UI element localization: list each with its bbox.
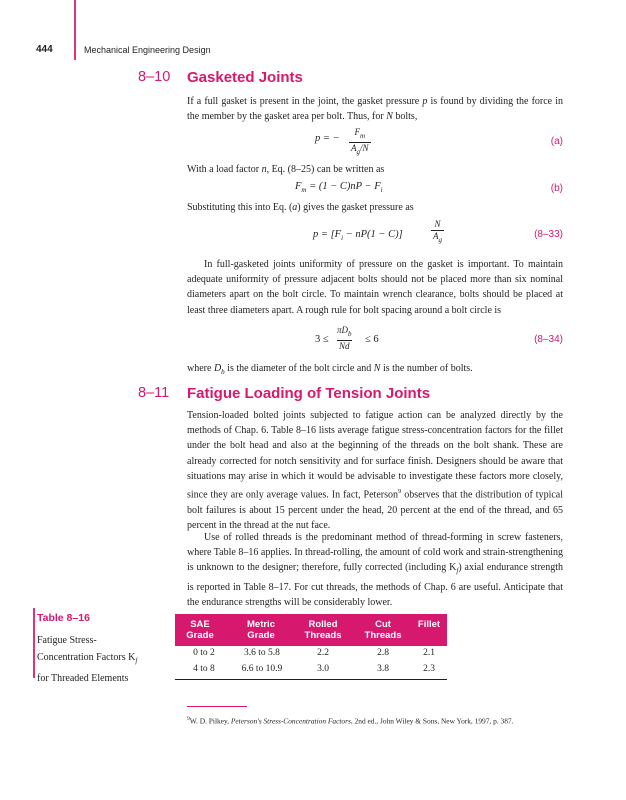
table-cell: 3.6 to 5.8 xyxy=(244,648,280,658)
column-header: Fillet xyxy=(417,619,441,630)
column-header: Metric Grade xyxy=(247,619,275,641)
table-header xyxy=(175,614,447,646)
equation-label: (8–34) xyxy=(534,334,563,345)
table-cell: 2.1 xyxy=(423,648,435,658)
equation-8-34: 3 ≤ $\pi D_b$ Nd ≤ 6 (8–34) xyxy=(315,325,563,351)
equation-a: p = − $\frac{F_m}{A_g/N}$ (a) xyxy=(315,127,563,156)
paragraph: Use of rolled threads is the predominant method of thread-forming in screw fasteners, where Table 8–16 applies. In thread-rolling, the amount of cold work and strain-strengthening is unknown to the designer; therefore, fully corrected (including $K_f$) axial endurance strength is reported in Table 8–17. For cut threads, the methods of Chap. 6 are useful. Anticipate that the endurance strengths will be considerably lower. xyxy=(187,532,563,608)
section-number: 8–11 xyxy=(138,385,170,401)
table-cell: 2.3 xyxy=(423,664,435,674)
paragraph: In full-gasketed joints uniformity of pressure on the gasket is important. To maintain adequate uniformity of pressure adjacent bolts should not be placed more than six nominal diameters apart on the bolt circle. To maintain wrench clearance, bolts should be placed at least three diameters apart. A rough rule for bolt spacing around a bolt circle is xyxy=(187,259,563,316)
equation-label: (a) xyxy=(550,136,563,147)
column-header: Cut Threads xyxy=(364,619,402,641)
header-rule xyxy=(74,0,76,60)
paragraph: where $D_b$ is the diameter of the bolt circle and N is the number of bolts. xyxy=(187,363,473,376)
equation-8-33: $p = [F_i - nP(1 - C)]$ $\frac{N}{A_g}$ (8–33) xyxy=(313,219,563,244)
table-cell: 3.0 xyxy=(317,664,329,674)
section-title: Gasketed Joints xyxy=(187,69,303,86)
paragraph: If a full gasket is present in the joint, the gasket pressure p is found by dividing the force in the member by the gasket area per bolt. Thus, for N bolts, xyxy=(187,96,563,123)
running-title: Mechanical Engineering Design xyxy=(84,45,211,55)
paragraph: Substituting this into Eq. (a) gives the gasket pressure as xyxy=(187,202,414,213)
equation-label: (8–33) xyxy=(534,229,563,240)
table-cell: 3.8 xyxy=(377,664,389,674)
table-body xyxy=(175,648,447,678)
footnote-rule xyxy=(187,706,247,707)
equation-b: $F_m = (1 - C)nP - F_i$ (b) xyxy=(295,181,563,195)
column-header: Rolled Threads xyxy=(304,619,342,641)
table-caption: Fatigue Stress- Concentration Factors $K_f$ for Threaded Elements xyxy=(37,635,138,684)
table-cell: 0 to 2 xyxy=(193,648,215,658)
paragraph: Tension-loaded bolted joints subjected to fatigue action can be analyzed directly by the methods of Chap. 6. Table 8–16 lists average fatigue stress-concentration factors for the fillet under the bolt head and also at the beginning of the threads on the bolt shank. These are already corrected for notch sensitivity and for surface finish. Designers should be aware that situations may arise in which it would be advisable to investigate these factors more closely, since they are only average values. In fact, Peterson$^9$ observes that the distribution of typical bolt failures is about 15 percent under the head, 20 percent at the end of the thread, and 65 percent in the thread at the nut face. xyxy=(187,410,564,531)
table-cell: 4 to 8 xyxy=(193,664,215,674)
section-number: 8–10 xyxy=(138,69,171,85)
section-title: Fatigue Loading of Tension Joints xyxy=(187,385,431,402)
page-number: 444 xyxy=(36,44,53,55)
paragraph: With a load factor n, Eq. (8–25) can be written as xyxy=(187,164,385,175)
equation-label: (b) xyxy=(550,183,563,194)
table-cell: 6.6 to 10.9 xyxy=(241,664,283,674)
table-side-rule xyxy=(33,608,35,678)
table-label: Table 8–16 xyxy=(37,612,90,624)
table-cell: 2.8 xyxy=(377,648,389,658)
table-bottom-rule xyxy=(175,679,447,680)
column-header: SAE Grade xyxy=(186,619,214,641)
footnote: $^9$W. D. Pilkey, Peterson's Stress-Concentration Factors, 2nd ed., John Wiley & Sons, New York, 1997, p. 387. xyxy=(187,716,514,726)
table-cell: 2.2 xyxy=(317,648,329,658)
